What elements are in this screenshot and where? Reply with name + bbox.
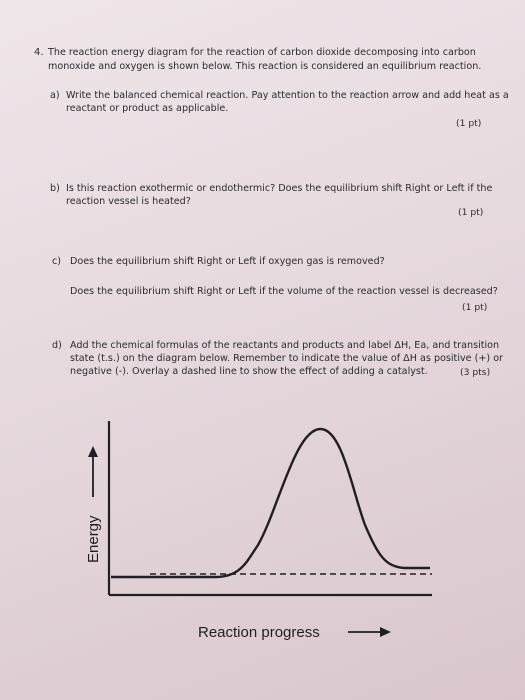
- y-axis-label: Energy: [85, 515, 102, 563]
- part-b-label: b): [50, 183, 60, 194]
- part-d-label: d): [52, 340, 62, 351]
- energy-diagram: [80, 415, 440, 665]
- part-b-line-2: reaction vessel is heated?: [66, 196, 191, 207]
- part-b-line-1: Is this reaction exothermic or endothermic? Does the equilibrium shift Right or Left if the: [66, 183, 493, 194]
- x-axis-label-group: [198, 624, 391, 641]
- y-axis-label-group: [85, 446, 102, 563]
- question-intro-line-2: monoxide and oxygen is shown below. This reaction is considered an equilibrium reaction.: [48, 61, 482, 72]
- part-d-line-1: Add the chemical formulas of the reactants and products and label ΔH, Ea, and transition: [70, 340, 500, 351]
- part-a-label: a): [50, 90, 60, 101]
- part-b-points: (1 pt): [458, 207, 484, 218]
- part-d-line-3: negative (-). Overlay a dashed line to show the effect of adding a catalyst.: [70, 366, 428, 377]
- part-c-line-2: Does the equilibrium shift Right or Left if the volume of the reaction vessel is decreased?: [70, 286, 498, 297]
- part-a-line-2: reactant or product as applicable.: [66, 103, 229, 114]
- part-c-points: (1 pt): [462, 302, 488, 313]
- part-c-line-1: Does the equilibrium shift Right or Left if oxygen gas is removed?: [70, 256, 385, 267]
- part-d-points: (3 pts): [460, 367, 491, 378]
- question-intro-line-1: The reaction energy diagram for the reaction of carbon dioxide decomposing into carbon: [48, 47, 476, 58]
- x-axis-arrowhead-icon: [380, 627, 391, 637]
- part-a-points: (1 pt): [456, 118, 482, 129]
- part-c-label: c): [52, 256, 62, 267]
- reaction-energy-curve: [111, 429, 430, 577]
- part-d-line-2: state (t.s.) on the diagram below. Remember to indicate the value of ΔH as positive (+) or: [70, 353, 504, 364]
- x-axis-label: Reaction progress: [198, 624, 320, 641]
- y-axis-arrowhead-icon: [88, 446, 98, 457]
- part-a-line-1: Write the balanced chemical reaction. Pay attention to the reaction arrow and add heat as a: [66, 90, 509, 101]
- question-number: 4.: [34, 47, 44, 58]
